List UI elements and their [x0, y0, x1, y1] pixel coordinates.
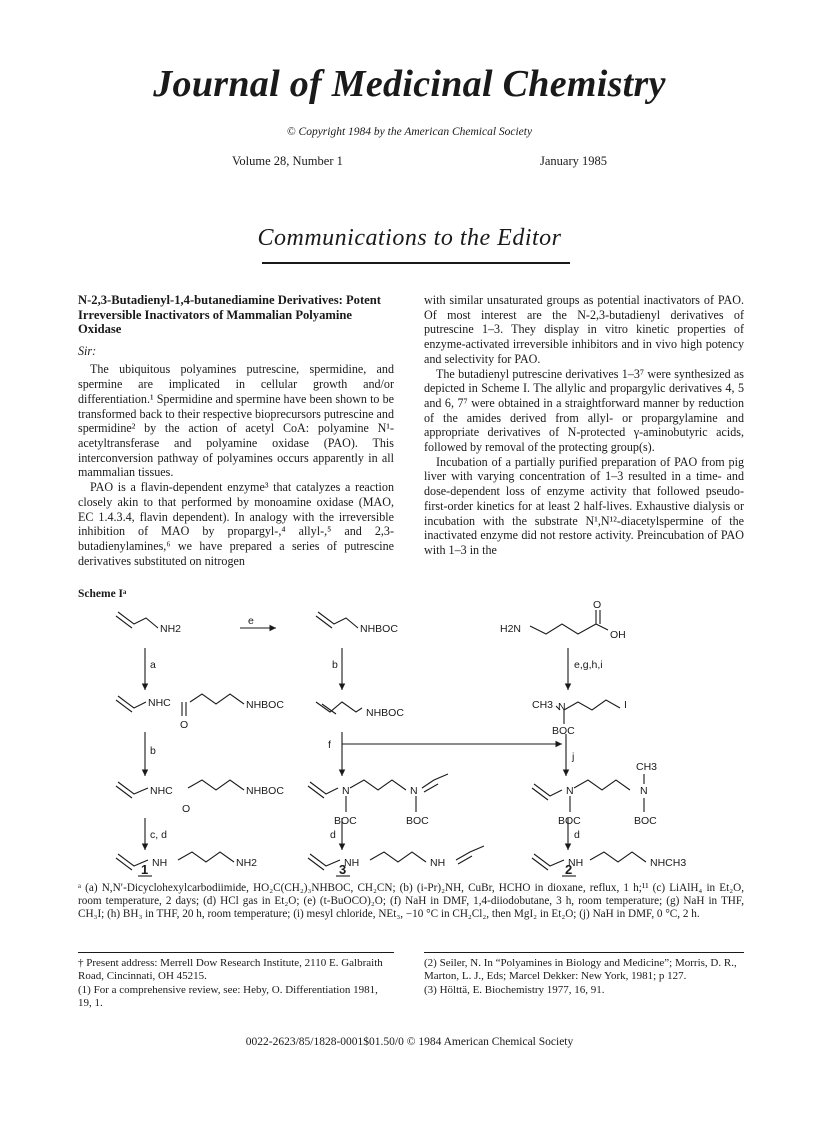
group-label: H2N [500, 623, 522, 635]
bond-lines [532, 774, 644, 812]
salutation: Sir: [78, 343, 97, 358]
footnotes-left [78, 957, 394, 1011]
group-label: N [566, 785, 574, 797]
group-label: BOC [334, 815, 357, 827]
footnote-rule [424, 952, 744, 953]
group-label: O [180, 719, 189, 731]
paragraph: with similar unsaturated groups as potential inactivators of PAO. Of most interest are the N-2,3-butadienyl derivatives of putrescine 1–3. They display in vitro kinetic properties of enzyme-activated irreversible inhibitors and in vivo high potency and selectivity for PAO. [424, 293, 744, 366]
step-label: a [150, 659, 156, 671]
article-title: N-2,3-Butadienyl-1,4-butanediamine Derivatives: Potent Irreversible Inactivators of Mammalian Polyamine Oxidase [78, 293, 381, 337]
bond-lines [316, 612, 358, 628]
group-label: BOC [552, 725, 575, 737]
reaction-scheme [78, 598, 758, 880]
copyright-footer: 0022-2623/85/1828-0001$01.50/0 © 1984 American Chemical Society [245, 1036, 574, 1048]
footnote: (3) Hölttä, E. Biochemistry 1977, 16, 91. [424, 984, 605, 996]
group-label: NH [568, 857, 584, 869]
group-label: NHBOC [246, 699, 284, 711]
left-column [78, 293, 394, 568]
bond-lines [116, 694, 244, 716]
step-label: d [330, 829, 336, 841]
footnotes-right [424, 957, 744, 998]
group-label: N [410, 785, 418, 797]
group-label: CH3 [636, 761, 658, 773]
group-label: N [640, 785, 648, 797]
group-label: BOC [406, 815, 429, 827]
group-label: O [182, 803, 191, 815]
journal-title: Journal of Medicinal Chemistry [153, 63, 666, 105]
section-rule [262, 262, 570, 264]
group-label: OH [610, 629, 626, 641]
step-label: j [572, 751, 575, 763]
compound-number: 2 [565, 862, 573, 877]
group-label: N [342, 785, 350, 797]
bond-lines [116, 612, 158, 628]
group-label: NH [344, 857, 360, 869]
group-label: NH2 [236, 857, 258, 869]
step-label: b [150, 745, 156, 757]
footnote: † Present address: Merrell Dow Research Institute, 2110 E. Galbraith Road, Cincinnati, OH 45215. [78, 957, 383, 982]
bond-lines [532, 852, 646, 870]
copyright-line: © Copyright 1984 by the American Chemical Society [286, 126, 533, 138]
compound-number: 1 [141, 862, 149, 877]
step-label: c, d [150, 829, 167, 841]
footnote: (1) For a comprehensive review, see: Heby, O. Differentiation 1981, 19, 1. [78, 984, 378, 1009]
footnote: (2) Seiler, N. In “Polyamines in Biology and Medicine”; Morris, D. R., Marton, L. J., Eds; Marcel Dekker: New York, 1981; p 127. [424, 957, 737, 982]
scheme-drawing [78, 598, 758, 880]
bond-lines [308, 774, 448, 812]
footnote-rule [78, 952, 394, 953]
paragraph: The butadienyl putrescine derivatives 1–3⁷ were synthesized as depicted in Scheme I. The allylic and propargylic derivatives 4, 5 and 6, 7⁷ were obtained in a straightforward manner by reduction of the amides derived from allyl- or propargylamine and appropriate derivatives of N-protected γ-aminobutyric acids, followed by removal of the protecting group(s). [424, 366, 744, 455]
group-label: NHC [150, 785, 173, 797]
bond-lines [530, 610, 608, 634]
right-column [424, 293, 744, 558]
group-label: NHCH3 [650, 857, 687, 869]
bond-lines [316, 702, 362, 714]
compound-number: 3 [339, 862, 347, 877]
paragraph: Incubation of a partially purified preparation of PAO from pig liver with varying concentration of 1–3 resulted in a time- and dose-dependent loss of enzyme activity that followed pseudo-first-order kinetics for at least 2 half-lives. Exhaustive dialysis or incubation with the substrate N¹,N¹²-diacetylspermine of the inactivated enzyme did not restore activity. Preincubation of PAO with 1–3 in the [424, 454, 744, 557]
step-label: b [332, 659, 338, 671]
bond-lines [556, 700, 620, 724]
group-label: NH [152, 857, 168, 869]
step-label: e,g,h,i [574, 659, 603, 671]
bond-lines [116, 780, 244, 798]
group-label: BOC [634, 815, 657, 827]
section-title: Communications to the Editor [257, 225, 562, 251]
group-label: NHBOC [366, 707, 404, 719]
step-label: d [574, 829, 580, 841]
paragraph: PAO is a flavin-dependent enzyme³ that catalyzes a reaction closely akin to that performed by monoamine oxidase (MAO, EC 1.4.3.4, flavin dependent). In analogy with the irreversible inhibition of MAO by propargyl-,⁴ allyl-,⁵ and 2,3-butadienylamines,⁶ we have prepared a series of putrescine derivatives substituted on nitrogen [78, 480, 394, 568]
group-label: NHBOC [360, 623, 398, 635]
group-label: NH2 [160, 623, 182, 635]
paragraph: The ubiquitous polyamines putrescine, spermidine, and spermine are implicated in cellular growth and/or differentiation.¹ Spermidine and spermine have been shown to be transformed back to their respective bioprecursors putrescine and spermidine² by the action of acetyl CoA: polyamine N¹-acetyltransferase and polyamine oxidase (PAO). This interconversion pathway of polyamines occurs apparently in all mammalian tissues. [78, 362, 394, 480]
group-label: NHC [148, 697, 171, 709]
group-label: O [593, 599, 602, 611]
step-label: f [328, 739, 331, 751]
group-label: CH3 [532, 699, 554, 711]
volume-number: Volume 28, Number 1 [232, 154, 343, 168]
issue-date: January 1985 [540, 154, 607, 168]
group-label: NHBOC [246, 785, 284, 797]
bond-lines [308, 846, 484, 870]
step-label: e [248, 615, 254, 627]
group-label: NH [430, 857, 446, 869]
scheme-label: Scheme Iᵃ [78, 588, 127, 600]
group-label: BOC [558, 815, 581, 827]
bond-lines [116, 852, 234, 870]
group-label: N [558, 701, 566, 713]
scheme-conditions: ᵃ (a) N,N′-Dicyclohexylcarbodiimide, HO₂C(CH₂)₃NHBOC, CH₂CN; (b) (i-Pr)₂NH, CuBr, HCHO in dioxane, reflux, 1 h;¹¹ (c) LiAlH₄ in Et₂O, room temperature, 2 days; (d) HCl gas in Et₂O; (e) (t-BuOCO)₂O; (f) NaH in DMF, 1,4-diiodobutane, 3 h, room temperature; (g) NaH in THF, CH₃I; (h) BH₃ in THF, 20 h, room temperature; (i) mesyl chloride, NEt₃, −10 °C in CH₂Cl₂, then MgI₂ in Et₂O; (j) NaH in DMF, 0 °C, 2 h. [78, 882, 744, 920]
group-label: I [624, 699, 627, 711]
